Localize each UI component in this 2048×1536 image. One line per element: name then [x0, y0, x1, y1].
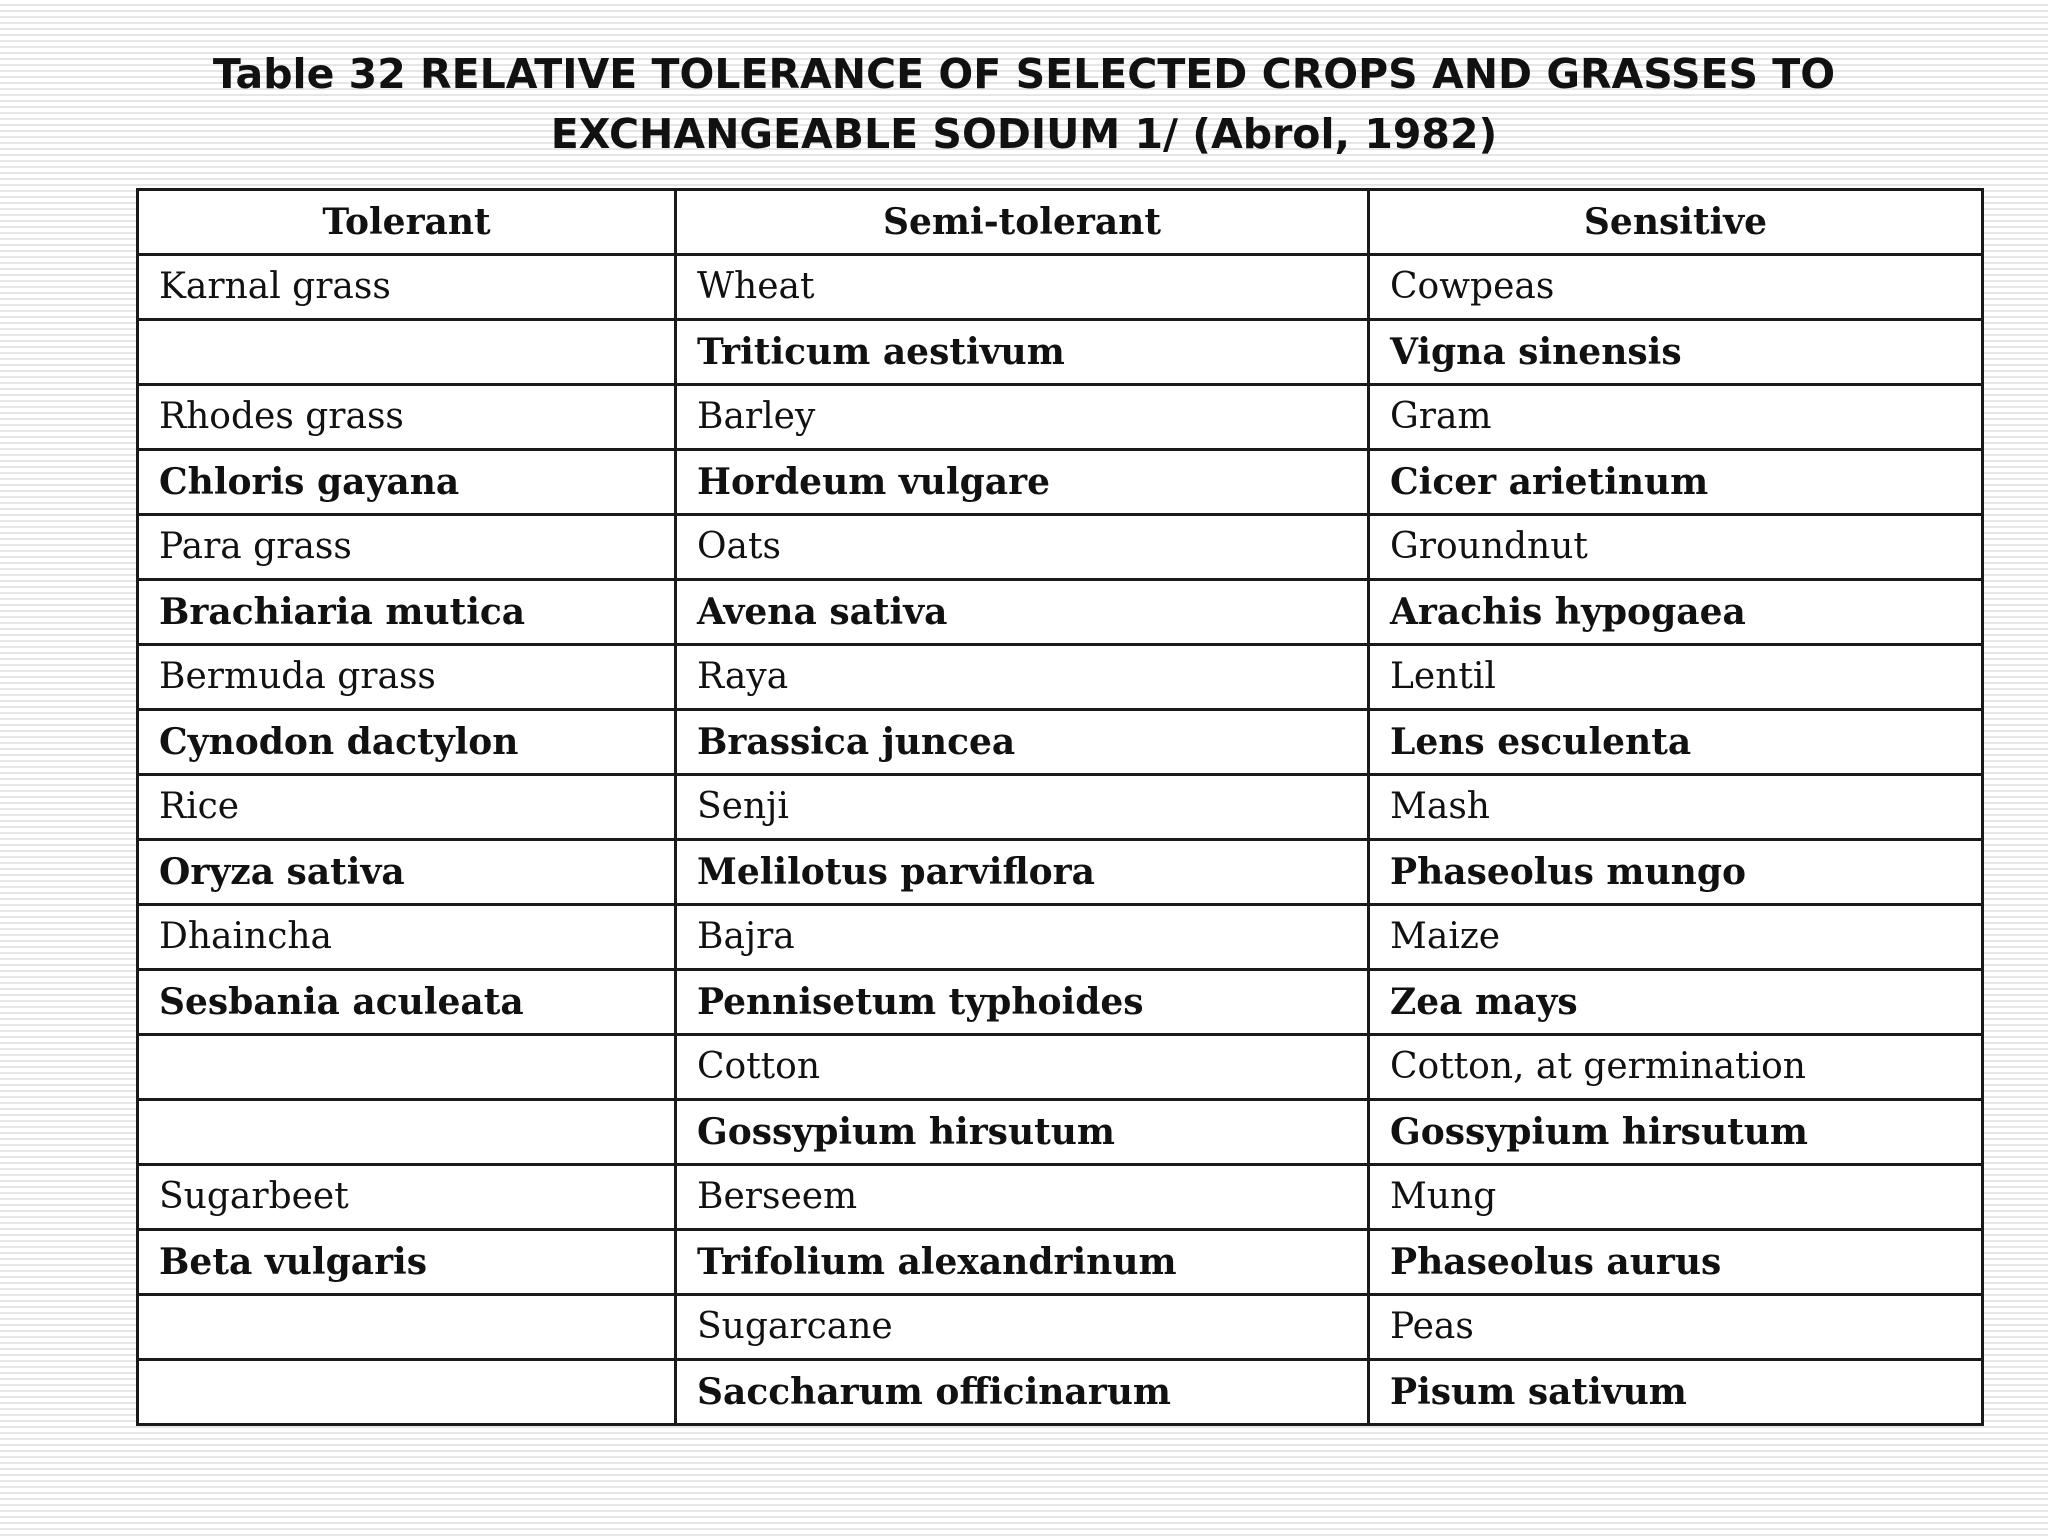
cell-semi-tolerant: Oats	[676, 515, 1369, 580]
table-row	[138, 255, 1983, 320]
cell-semi-tolerant: Cotton	[676, 1035, 1369, 1100]
cell-semi-tolerant: Sugarcane	[676, 1295, 1369, 1360]
table-row	[138, 1230, 1983, 1295]
cell-tolerant: Sesbania aculeata	[138, 970, 676, 1035]
cell-semi-tolerant: Pennisetum typhoides	[676, 970, 1369, 1035]
cell-semi-tolerant: Avena sativa	[676, 580, 1369, 645]
cell-sensitive: Peas	[1369, 1295, 1983, 1360]
cell-tolerant	[138, 1295, 676, 1360]
table-row	[138, 1360, 1983, 1425]
table-row	[138, 580, 1983, 645]
header-tolerant: Tolerant	[138, 190, 676, 255]
cell-sensitive: Maize	[1369, 905, 1983, 970]
table-row	[138, 905, 1983, 970]
cell-semi-tolerant: Senji	[676, 775, 1369, 840]
table-title-line-2: EXCHANGEABLE SODIUM 1/ (Abrol, 1982)	[550, 110, 1498, 158]
cell-sensitive: Cowpeas	[1369, 255, 1983, 320]
tolerance-table	[136, 188, 1984, 1426]
cell-tolerant: Rhodes grass	[138, 385, 676, 450]
cell-sensitive: Arachis hypogaea	[1369, 580, 1983, 645]
table-row	[138, 1035, 1983, 1100]
cell-sensitive: Gram	[1369, 385, 1983, 450]
cell-tolerant: Chloris gayana	[138, 450, 676, 515]
cell-semi-tolerant: Hordeum vulgare	[676, 450, 1369, 515]
cell-tolerant: Beta vulgaris	[138, 1230, 676, 1295]
cell-sensitive: Lens esculenta	[1369, 710, 1983, 775]
table-title	[0, 44, 2048, 164]
cell-semi-tolerant: Gossypium hirsutum	[676, 1100, 1369, 1165]
table-row	[138, 775, 1983, 840]
cell-semi-tolerant: Brassica juncea	[676, 710, 1369, 775]
cell-tolerant: Brachiaria mutica	[138, 580, 676, 645]
cell-sensitive: Phaseolus aurus	[1369, 1230, 1983, 1295]
cell-sensitive: Gossypium hirsutum	[1369, 1100, 1983, 1165]
cell-tolerant	[138, 1100, 676, 1165]
cell-semi-tolerant: Raya	[676, 645, 1369, 710]
table-row	[138, 840, 1983, 905]
cell-sensitive: Pisum sativum	[1369, 1360, 1983, 1425]
table-header-row	[138, 190, 1983, 255]
cell-semi-tolerant: Saccharum officinarum	[676, 1360, 1369, 1425]
cell-semi-tolerant: Triticum aestivum	[676, 320, 1369, 385]
cell-tolerant: Bermuda grass	[138, 645, 676, 710]
table-row	[138, 450, 1983, 515]
cell-sensitive: Vigna sinensis	[1369, 320, 1983, 385]
table-row	[138, 320, 1983, 385]
table-row	[138, 1295, 1983, 1360]
table-body	[138, 255, 1983, 1425]
cell-sensitive: Zea mays	[1369, 970, 1983, 1035]
cell-sensitive: Groundnut	[1369, 515, 1983, 580]
cell-tolerant: Para grass	[138, 515, 676, 580]
cell-semi-tolerant: Bajra	[676, 905, 1369, 970]
cell-tolerant	[138, 1035, 676, 1100]
table-row	[138, 970, 1983, 1035]
table-row	[138, 710, 1983, 775]
cell-sensitive: Mung	[1369, 1165, 1983, 1230]
table-title-line-1: Table 32 RELATIVE TOLERANCE OF SELECTED CROPS AND GRASSES TO	[212, 50, 1836, 98]
cell-semi-tolerant: Melilotus parviflora	[676, 840, 1369, 905]
cell-semi-tolerant: Barley	[676, 385, 1369, 450]
cell-tolerant: Cynodon dactylon	[138, 710, 676, 775]
table-row	[138, 645, 1983, 710]
cell-sensitive: Mash	[1369, 775, 1983, 840]
cell-sensitive: Cicer arietinum	[1369, 450, 1983, 515]
cell-tolerant	[138, 320, 676, 385]
cell-sensitive: Cotton, at germination	[1369, 1035, 1983, 1100]
cell-sensitive: Lentil	[1369, 645, 1983, 710]
cell-semi-tolerant: Wheat	[676, 255, 1369, 320]
cell-tolerant: Dhaincha	[138, 905, 676, 970]
header-sensitive: Sensitive	[1369, 190, 1983, 255]
cell-tolerant	[138, 1360, 676, 1425]
cell-tolerant: Rice	[138, 775, 676, 840]
table-row	[138, 1165, 1983, 1230]
table-row	[138, 1100, 1983, 1165]
table-row	[138, 385, 1983, 450]
cell-sensitive: Phaseolus mungo	[1369, 840, 1983, 905]
table-row	[138, 515, 1983, 580]
cell-tolerant: Karnal grass	[138, 255, 676, 320]
cell-semi-tolerant: Berseem	[676, 1165, 1369, 1230]
header-semi-tolerant: Semi-tolerant	[676, 190, 1369, 255]
cell-semi-tolerant: Trifolium alexandrinum	[676, 1230, 1369, 1295]
cell-tolerant: Sugarbeet	[138, 1165, 676, 1230]
cell-tolerant: Oryza sativa	[138, 840, 676, 905]
